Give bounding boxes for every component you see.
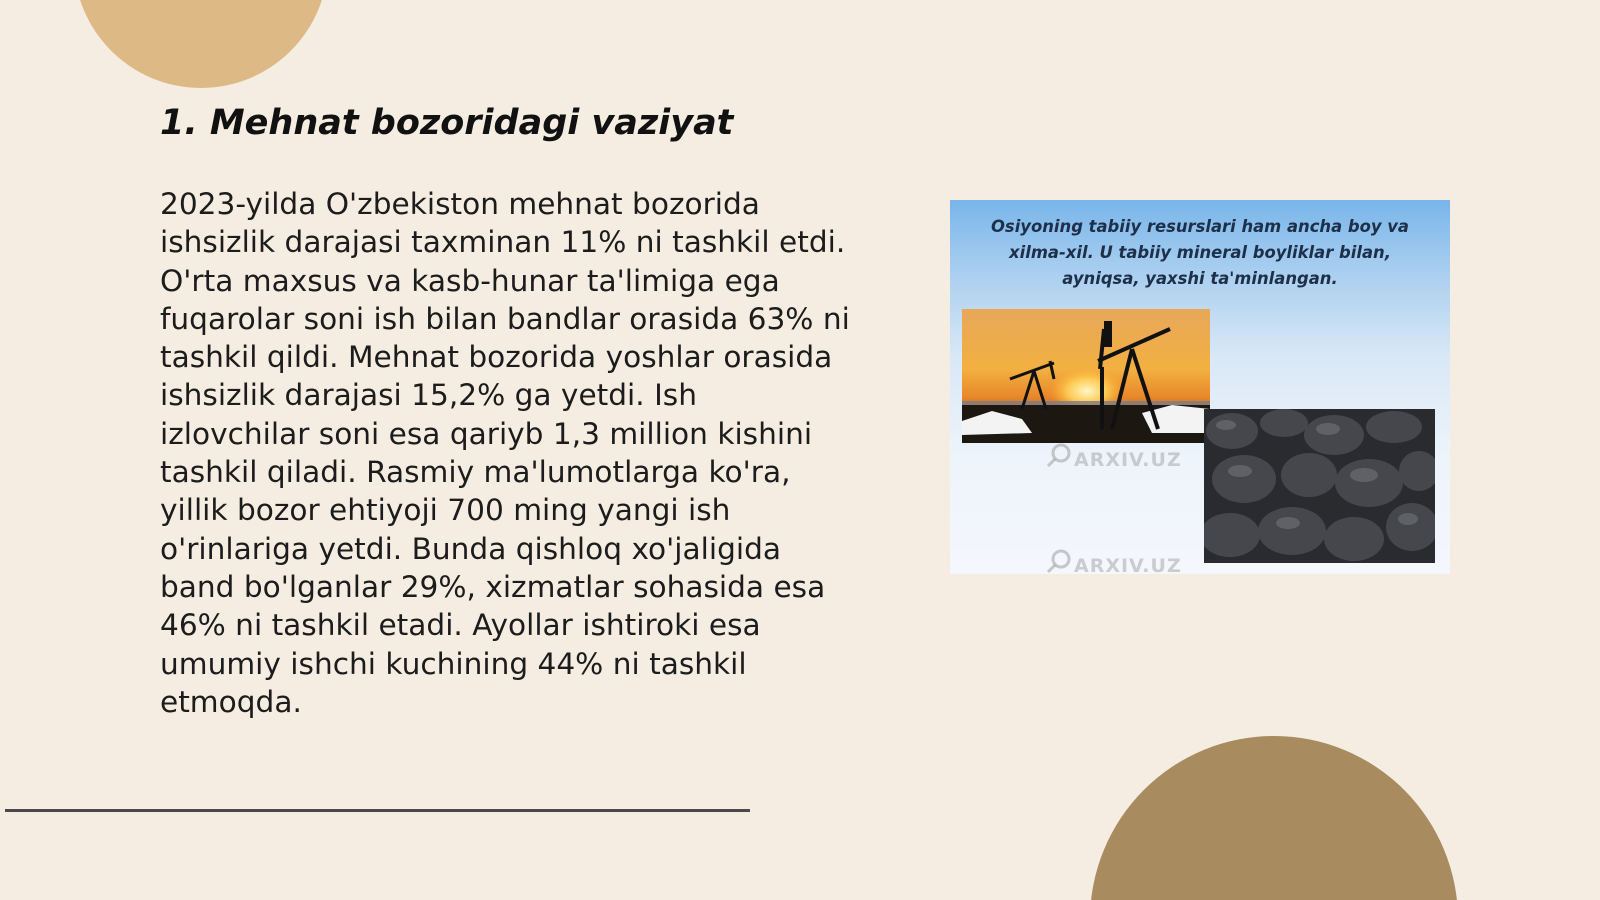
watermark-search-icon [1046,442,1072,468]
image-caption-line: xilma-xil. U tabiiy mineral boyliklar bilan, [1009,243,1391,262]
decorative-circle-bottom [1090,736,1458,900]
watermark-search-icon [1046,548,1072,574]
image-caption [950,214,1450,292]
slide-title: 1. Mehnat bozoridagi vaziyat [160,103,734,143]
natural-resources-image [950,200,1450,574]
image-caption-line: Osiyoning tabiiy resurslari ham ancha boy va [991,217,1409,236]
watermark-text: ARXIV.UZ [1074,449,1182,471]
decorative-circle-top [74,0,328,88]
slide-body-text: 2023-yilda O'zbekiston mehnat bozorida ishsizlik darajasi taxminan 11% ni tashkil etdi. O'rta maxsus va kasb-hunar ta'limiga ega fuqarolar soni ish bilan bandlar orasida 63% ni tashkil qildi. Mehnat bozorida yoshlar orasida ishsizlik darajasi 15,2% ga yetdi. Ish izlovchilar soni esa qariyb 1,3 million kishini tashkil qiladi. Rasmiy ma'lumotlarga ko'ra, yillik bozor ehtiyoji 700 ming yangi ish o'rinlariga yetdi. Bunda qishloq xo'jaligida band bo'lganlar 29%, xizmatlar sohasida esa 46% ni tashkil etadi. Ayollar ishtiroki esa umumiy ishchi kuchining 44% ni tashkil etmoqda. [160,187,850,719]
image-caption-line: ayniqsa, yaxshi ta'minlangan. [1062,269,1338,288]
divider-line [5,809,750,812]
oil-pump-photo [962,309,1210,443]
coal-photo [1204,409,1435,563]
watermark-text: ARXIV.UZ [1074,555,1182,574]
